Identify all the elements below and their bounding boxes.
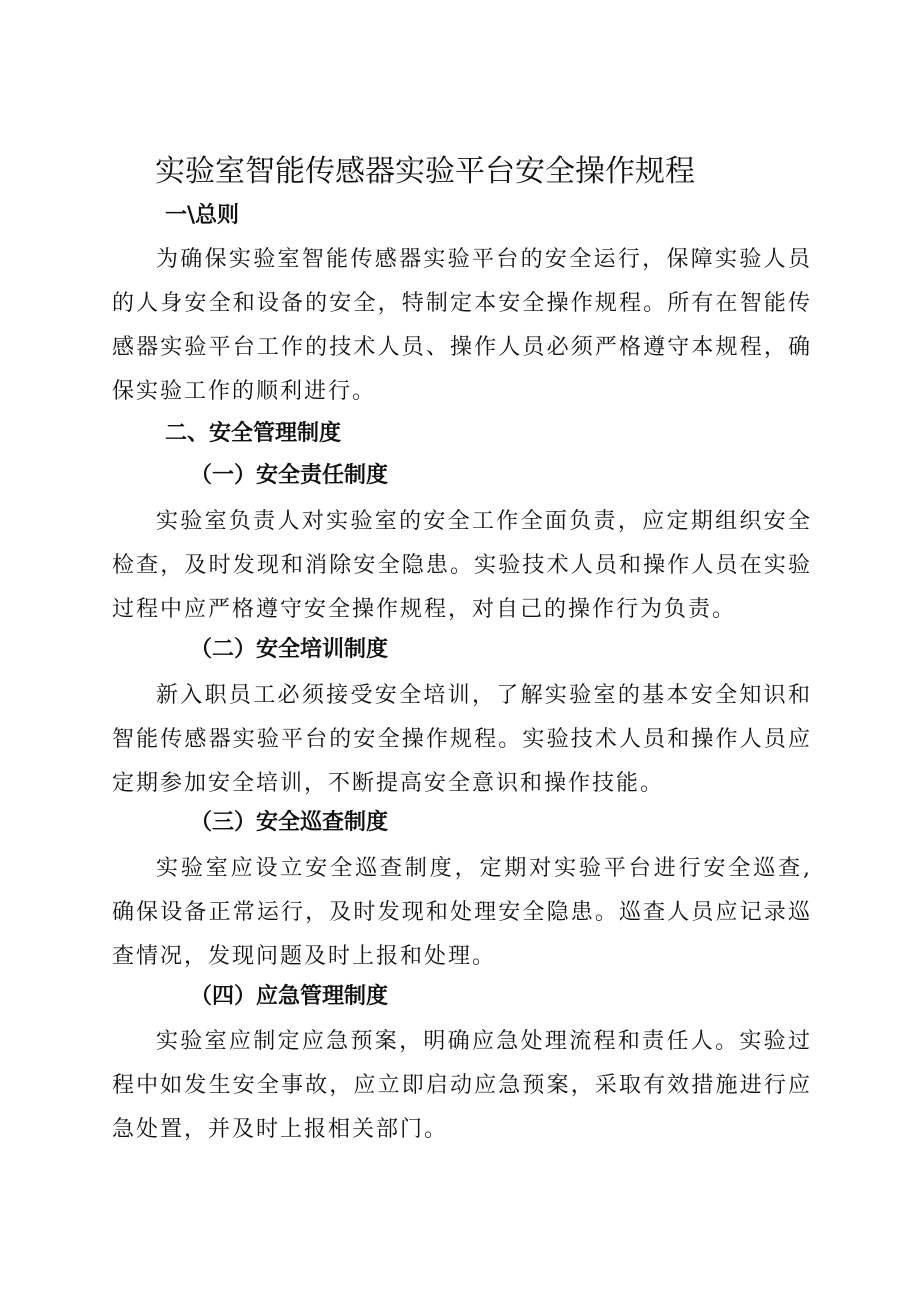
subsection-heading-training: （二）安全培训制度 — [190, 637, 389, 662]
document-title: 实验室智能传感器实验平台安全操作规程 — [155, 154, 695, 189]
section-heading-general: 一\总则 — [165, 203, 240, 228]
subsection-paragraph-responsibility: 实验室负责人对实验室的安全工作全面负责，应定期组织安全检查，及时发现和消除安全隐患。实验技术人员和操作人员在实验过程中应严格遵守安全操作规程，对自己的操作行为负责。 — [112, 509, 812, 622]
subsection-heading-inspection: （三）安全巡查制度 — [190, 810, 389, 835]
section-heading-safety-management: 二、安全管理制度 — [165, 421, 342, 446]
subsection-heading-responsibility: （一）安全责任制度 — [190, 463, 389, 488]
section-paragraph-general: 为确保实验室智能传感器实验平台的安全运行，保障实验人员的人身安全和设备的安全，特制定本安全操作规程。所有在智能传感器实验平台工作的技术人员、操作人员必须严格遵守本规程，确保实验工作的顺利进行。 — [112, 247, 812, 404]
subsection-heading-emergency: （四）应急管理制度 — [190, 984, 389, 1009]
subsection-paragraph-training: 新入职员工必须接受安全培训，了解实验室的基本安全知识和智能传感器实验平台的安全操作规程。实验技术人员和操作人员应定期参加安全培训，不断提高安全意识和操作技能。 — [112, 683, 812, 796]
subsection-paragraph-emergency: 实验室应制定应急预案，明确应急处理流程和责任人。实验过程中如发生安全事故，应立即启动应急预案，采取有效措施进行应急处置，并及时上报相关部门。 — [112, 1029, 812, 1142]
subsection-paragraph-inspection: 实验室应设立安全巡查制度，定期对实验平台进行安全巡查,确保设备正常运行，及时发现和处理安全隐患。巡查人员应记录巡查情况，发现问题及时上报和处理。 — [112, 856, 812, 969]
